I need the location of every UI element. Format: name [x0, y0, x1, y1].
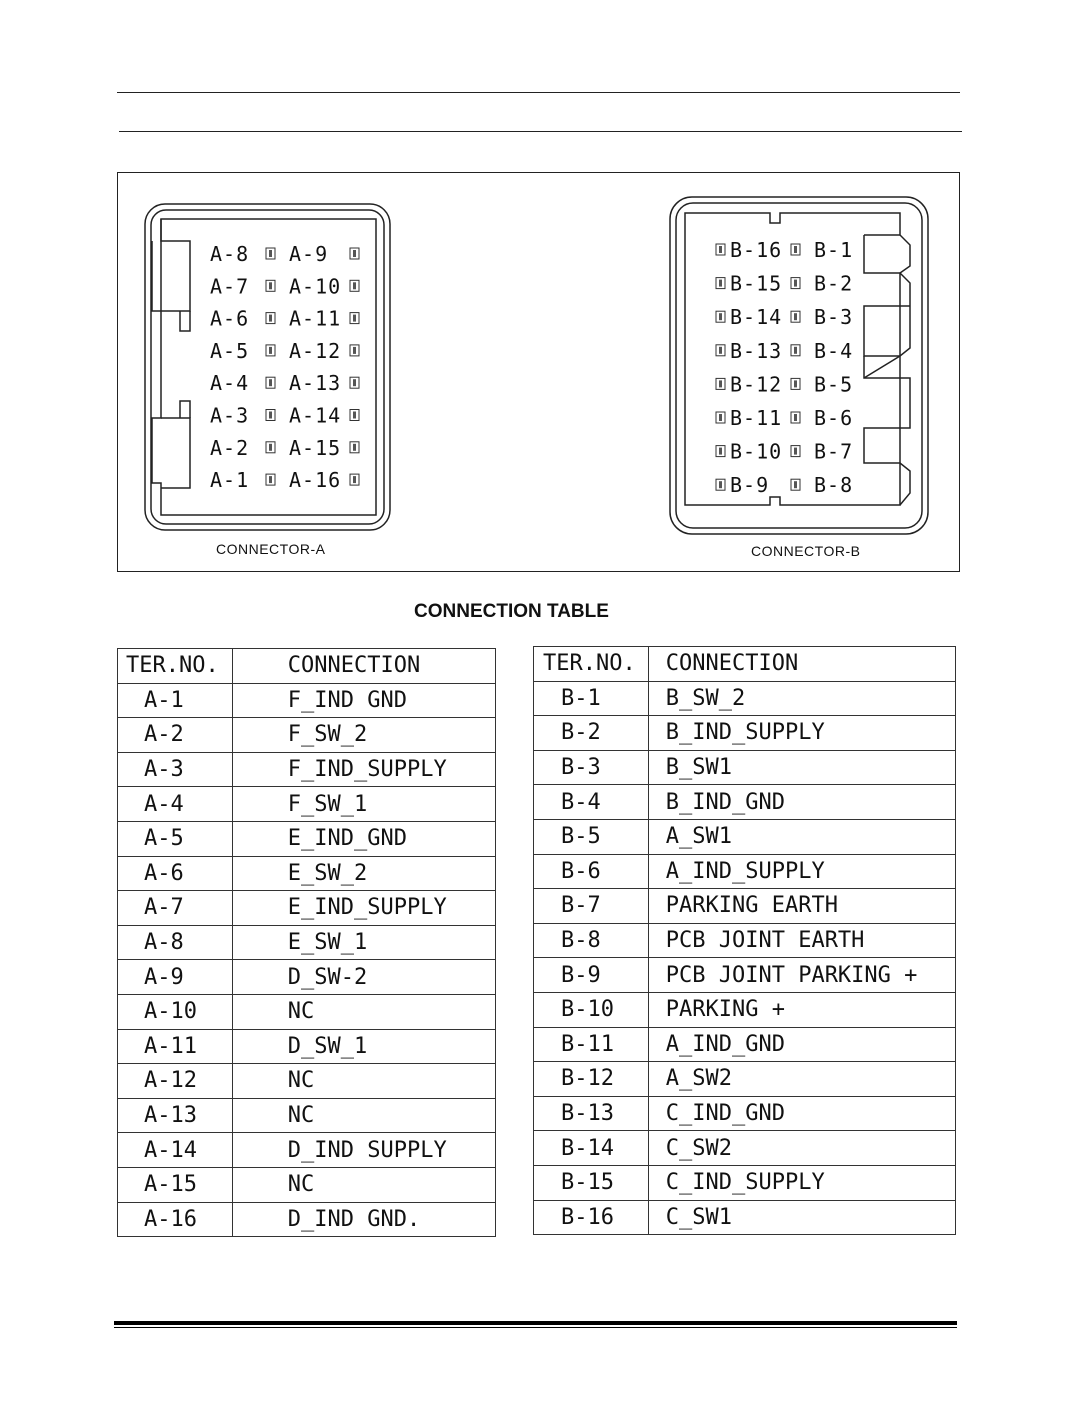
terminal-number: B-10 [534, 992, 649, 1027]
connector-b-body [685, 213, 910, 505]
connector-b-outer-shell [670, 197, 928, 534]
table-row [534, 923, 956, 958]
connection-name: B_IND_GND [648, 785, 955, 820]
terminal-number: B-3 [534, 750, 649, 785]
table-row [118, 960, 496, 995]
connection-name: C_IND_SUPPLY [648, 1165, 955, 1200]
connection-name: A_SW2 [648, 1062, 955, 1097]
pin-contact-core [269, 444, 272, 451]
connection-name: F_SW_1 [232, 787, 495, 822]
pin-label: B-16 [730, 238, 783, 262]
pin-label: B-13 [730, 338, 783, 363]
pin-contact-core [719, 280, 722, 287]
connector-drawing [118, 173, 961, 573]
pin-label: A-11 [289, 306, 342, 331]
pin-label: A-6 [210, 306, 250, 331]
connection-name: C_IND_GND [648, 1096, 955, 1131]
pin-contact-core [719, 448, 722, 455]
header-rule-top [117, 92, 960, 93]
terminal-number: A-14 [118, 1133, 233, 1168]
pin-label: B-12 [730, 372, 783, 397]
terminal-number: B-5 [534, 819, 649, 854]
terminal-number: A-13 [118, 1098, 233, 1133]
pin-contact-core [269, 250, 272, 257]
connection-name: C_SW2 [648, 1131, 955, 1166]
table-row [118, 718, 496, 753]
footer-rule-thin [114, 1327, 957, 1328]
pin-label: B-4 [814, 338, 854, 363]
terminal-number: B-8 [534, 923, 649, 958]
table-row [118, 925, 496, 960]
connector-a-inner-shell [151, 210, 384, 524]
pin-label: A-12 [289, 338, 342, 363]
pin-label: A-14 [289, 403, 342, 428]
connection-name: PCB JOINT EARTH [648, 923, 955, 958]
pin-contact-core [794, 347, 797, 354]
header-ter-no: TER.NO. [118, 649, 233, 684]
pin-label: B-7 [814, 439, 854, 464]
connection-name: F_SW_2 [232, 718, 495, 753]
table-row [534, 1096, 956, 1131]
pin-label: B-6 [814, 406, 854, 430]
pin-contact-core [269, 315, 272, 322]
connection-name: NC [232, 1167, 495, 1202]
terminal-number: A-2 [118, 718, 233, 753]
pin-contact-core [269, 412, 272, 419]
terminal-number: A-16 [118, 1202, 233, 1237]
table-row [118, 994, 496, 1029]
pin-contact-core [794, 246, 797, 253]
table-row [118, 787, 496, 822]
pin-contact-core [353, 347, 356, 354]
terminal-number: A-7 [118, 891, 233, 926]
terminal-number: A-5 [118, 821, 233, 856]
connector-b-tab-2 [864, 273, 910, 356]
table-row [534, 1200, 956, 1235]
pin-label: A-8 [210, 242, 250, 266]
connector-a-caption: CONNECTOR-A [216, 541, 326, 557]
table-row [534, 992, 956, 1027]
connection-name: F_IND_SUPPLY [232, 752, 495, 787]
connector-b-caption: CONNECTOR-B [751, 543, 861, 559]
table-row [118, 1133, 496, 1168]
terminal-number: A-10 [118, 994, 233, 1029]
table-row [118, 1098, 496, 1133]
connector-diagram [117, 172, 960, 572]
terminal-number: A-8 [118, 925, 233, 960]
connection-name: NC [232, 1064, 495, 1099]
header-ter-no: TER.NO. [534, 647, 649, 682]
connection-name: F_IND GND [232, 683, 495, 718]
table-row [118, 856, 496, 891]
pin-label: B-9 [730, 473, 770, 498]
pin-contact-core [719, 347, 722, 354]
pin-contact-core [794, 448, 797, 455]
pin-contact-core [719, 481, 722, 488]
table-header-row [534, 647, 956, 682]
terminal-number: B-13 [534, 1096, 649, 1131]
connector-b-tab-1 [864, 235, 900, 273]
table-row [534, 681, 956, 716]
table-row [118, 1064, 496, 1099]
terminal-number: B-2 [534, 716, 649, 751]
terminal-number: A-1 [118, 683, 233, 718]
pin-label: B-15 [730, 271, 783, 296]
pin-contact-core [794, 380, 797, 387]
pin-contact-core [794, 280, 797, 287]
terminal-number: B-7 [534, 889, 649, 924]
pin-contact-core [794, 414, 797, 421]
connection-name: PCB JOINT PARKING + [648, 958, 955, 993]
pin-label: B-10 [730, 439, 783, 464]
terminal-number: B-11 [534, 1027, 649, 1062]
table-row [534, 716, 956, 751]
terminal-number: B-6 [534, 854, 649, 889]
table-row [534, 958, 956, 993]
terminal-number: B-4 [534, 785, 649, 820]
header-rule-bottom [119, 131, 962, 132]
pin-contact-core [269, 282, 272, 289]
table-row [118, 1202, 496, 1237]
pin-label: B-5 [814, 372, 854, 397]
pin-label: A-16 [289, 468, 342, 493]
terminal-number: A-6 [118, 856, 233, 891]
terminal-number: B-16 [534, 1200, 649, 1235]
table-row [118, 1167, 496, 1202]
terminal-number: A-9 [118, 960, 233, 995]
connection-name: B_IND_SUPPLY [648, 716, 955, 751]
connection-name: A_IND_GND [648, 1027, 955, 1062]
table-row [118, 821, 496, 856]
table-row [534, 1165, 956, 1200]
connector-a-key-notch-top [180, 311, 190, 331]
table-header-row [118, 649, 496, 684]
pin-contact-core [353, 250, 356, 257]
pin-contact-core [794, 481, 797, 488]
pin-label: A-9 [289, 242, 329, 266]
connector-a-key-top [152, 219, 190, 311]
terminal-number: A-15 [118, 1167, 233, 1202]
pin-label: A-1 [210, 468, 250, 493]
terminal-number: B-1 [534, 681, 649, 716]
terminal-number: A-4 [118, 787, 233, 822]
pin-contact-core [353, 412, 356, 419]
header-connection: CONNECTION [232, 649, 495, 684]
pin-label: A-10 [289, 274, 342, 299]
pin-label: A-7 [210, 274, 250, 299]
table-row [534, 750, 956, 785]
pin-label: A-13 [289, 371, 342, 396]
connection-name: E_SW_2 [232, 856, 495, 891]
terminal-number: B-12 [534, 1062, 649, 1097]
pin-label: B-3 [814, 305, 854, 330]
pin-contact-core [719, 313, 722, 320]
table-row [118, 752, 496, 787]
table-row [118, 891, 496, 926]
terminal-number: A-11 [118, 1029, 233, 1064]
connector-b-pins [716, 238, 853, 497]
pin-contact-core [269, 347, 272, 354]
pin-contact-core [719, 380, 722, 387]
pin-label: A-2 [210, 435, 250, 460]
pin-contact-core [794, 313, 797, 320]
pin-contact-core [719, 246, 722, 253]
connection-name: C_SW1 [648, 1200, 955, 1235]
terminal-number: A-12 [118, 1064, 233, 1099]
connection-name: A_IND_SUPPLY [648, 854, 955, 889]
connector-a-body [152, 219, 376, 515]
connection-name: E_SW_1 [232, 925, 495, 960]
connector-b-tab-link [864, 356, 900, 378]
connection-name: D_IND SUPPLY [232, 1133, 495, 1168]
connector-a-pins [210, 242, 359, 492]
connection-table-b [533, 646, 956, 1235]
pin-contact-core [353, 476, 356, 483]
table-row [534, 854, 956, 889]
table-row [534, 819, 956, 854]
table-row [534, 1131, 956, 1166]
pin-label: B-1 [814, 238, 854, 262]
connection-name: D_SW-2 [232, 960, 495, 995]
table-row [534, 889, 956, 924]
connector-a-key-bottom [161, 418, 190, 488]
terminal-number: B-15 [534, 1165, 649, 1200]
pin-label: A-15 [289, 435, 342, 460]
pin-label: A-5 [210, 338, 250, 363]
pin-contact-core [353, 444, 356, 451]
pin-label: A-3 [210, 403, 250, 428]
connection-name: NC [232, 1098, 495, 1133]
terminal-number: A-3 [118, 752, 233, 787]
pin-label: A-4 [210, 371, 250, 396]
pin-label: B-8 [814, 473, 854, 498]
table-row [534, 1062, 956, 1097]
connection-name: E_IND_SUPPLY [232, 891, 495, 926]
table-row [534, 1027, 956, 1062]
connection-name: PARKING + [648, 992, 955, 1027]
table-row [118, 683, 496, 718]
connection-name: A_SW1 [648, 819, 955, 854]
table-row [118, 1029, 496, 1064]
connection-name: PARKING EARTH [648, 889, 955, 924]
connection-table-a [117, 648, 496, 1237]
connection-name: B_SW1 [648, 750, 955, 785]
pin-contact-core [269, 476, 272, 483]
terminal-number: B-14 [534, 1131, 649, 1166]
header-connection: CONNECTION [648, 647, 955, 682]
connection-table-title: CONNECTION TABLE [414, 601, 609, 622]
connection-name: D_SW_1 [232, 1029, 495, 1064]
connection-name: D_IND GND. [232, 1202, 495, 1237]
pin-label: B-11 [730, 406, 783, 430]
table-row [534, 785, 956, 820]
footer-rule-thick [114, 1321, 957, 1325]
connector-b-tab-3 [864, 356, 910, 505]
pin-contact-core [353, 282, 356, 289]
pin-contact-core [269, 379, 272, 386]
pin-contact-core [353, 315, 356, 322]
connector-a-key-notch-bottom [180, 401, 190, 418]
pin-label: B-14 [730, 305, 783, 330]
terminal-number: B-9 [534, 958, 649, 993]
connection-name: E_IND_GND [232, 821, 495, 856]
pin-label: B-2 [814, 271, 854, 296]
pin-contact-core [353, 379, 356, 386]
pin-contact-core [719, 414, 722, 421]
connection-name: NC [232, 994, 495, 1029]
connection-name: B_SW_2 [648, 681, 955, 716]
